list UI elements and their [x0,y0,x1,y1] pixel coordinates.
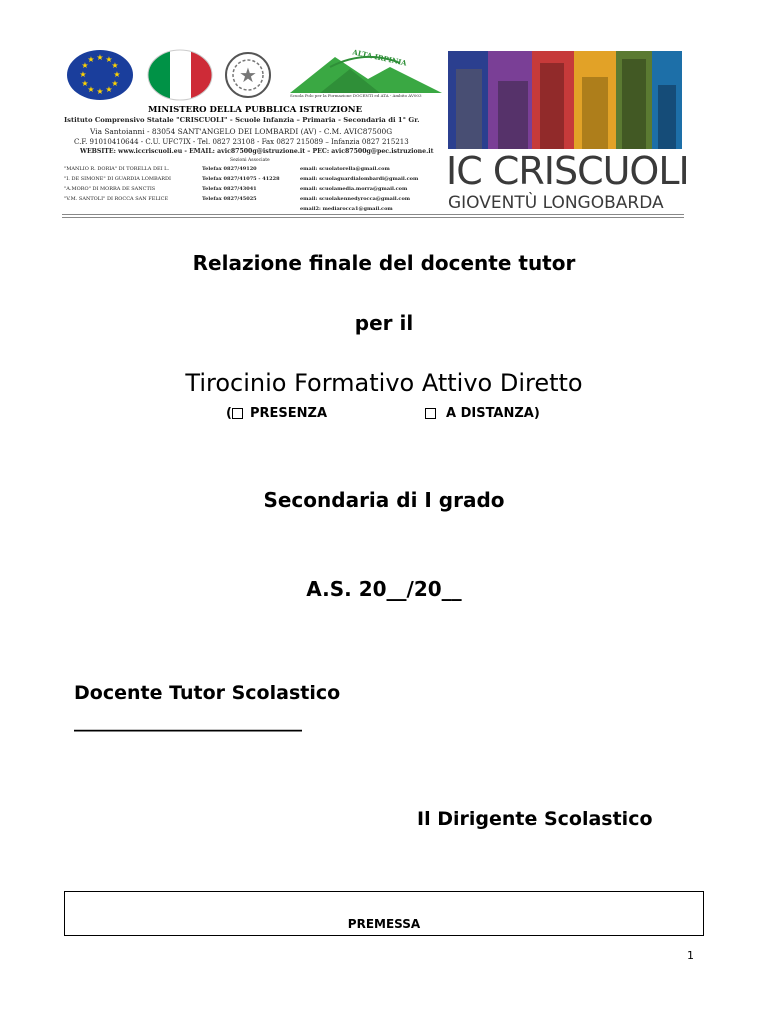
svg-text:★: ★ [111,79,119,88]
sede-email: email2: mediarocca1@gmail.com [300,206,393,212]
sede-tel: Telefax 0827/49120 [202,166,257,172]
premessa-box [64,891,704,936]
sede-row [64,176,442,186]
sede-row [64,166,442,176]
svg-text:★: ★ [113,70,121,79]
premessa-heading: PREMESSA [347,917,421,931]
sede-name: "A.MORO" DI MORRA DE SANCTIS [64,186,156,192]
sedi-table [64,166,442,216]
tutor-signature-line: ________________________ [74,710,302,732]
mode-options [226,406,556,426]
header-divider [62,214,684,215]
sede-email: email: scuolakennedyrocca@gmail.com [300,196,411,202]
svg-text:★: ★ [96,87,104,96]
school-year: A.S. 20__/20__ [306,577,462,601]
alta-irpinia-logo-text: ALTA IRPINIA [351,47,408,68]
doc-title-line1: Relazione finale del docente tutor [192,251,576,275]
school-grade: Secondaria di I grado [263,488,505,512]
page-number: 1 [687,949,694,962]
distanza-label: A DISTANZA) [446,406,540,421]
ministry-heading: MINISTERO DELLA PUBBLICA ISTRUZIONE [148,105,363,115]
brand-name: IC CRISCUOLI [446,149,689,193]
doc-main-title: Tirocinio Formativo Attivo Diretto [185,369,583,397]
italian-emblem-icon [222,49,274,101]
svg-text:★: ★ [111,61,119,70]
dirigente-label: Il Dirigente Scolastico [417,808,653,830]
header-divider [62,217,684,218]
italy-flag-icon [146,49,214,101]
alta-irpinia-caption: Scuola Polo per la Formazione DOCENTI ed ATA - Ambito AV003 [290,93,422,98]
letterhead [62,45,689,221]
sede-row [64,196,442,206]
svg-text:★: ★ [87,55,95,64]
eu-flag-icon [66,49,134,101]
sede-tel: Telefax 0827/45025 [202,196,257,202]
svg-text:★: ★ [79,70,87,79]
sede-tel: Telefax 0827/43041 [202,186,257,192]
contacts-line: C.F. 91010410644 - C.U. UFC7IX - Tel. 0827 23108 - Fax 0827 215089 – Infanzia 0827 215213 [74,138,409,146]
svg-text:★: ★ [105,85,113,94]
sede-name: "MANLIO R. DORIA" DI TORELLA DEI L. [64,166,170,172]
sede-row [64,186,442,196]
sede-email: email: scuolamedia.morra@gmail.com [300,186,408,192]
website-line: WEBSITE: www.iccriscuoli.eu - EMAIL: avic87500g@istruzione.it – PEC: avic87500g@pec.istruzione.it [80,148,434,155]
presenza-checkbox[interactable] [232,408,243,419]
svg-text:★: ★ [81,79,89,88]
brand-tagline: GIOVENTÙ LONGOBARDA [448,193,664,213]
sedi-title: Sezioni Associate [230,158,270,163]
svg-text:★: ★ [96,53,104,62]
sede-email: email: scuolaguardialombardi@gmail.com [300,176,419,182]
tutor-label: Docente Tutor Scolastico [74,682,341,704]
town-collage-image [448,51,682,149]
distanza-checkbox[interactable] [425,408,436,419]
option-open-paren: ( [226,406,232,421]
sede-name: "V.M. SANTOLI" DI ROCCA SAN FELICE [64,196,169,202]
svg-text:★: ★ [87,85,95,94]
doc-title-line2: per il [354,311,414,335]
address-line: Via Santoianni - 83054 SANT'ANGELO DEI LOMBARDI (AV) - C.M. AVIC87500G [90,127,393,136]
sede-tel: Telefax 0827/41075 - 41228 [202,176,280,182]
sede-name: "I. DE SIMONE" DI GUARDIA LOMBARDI [64,176,171,182]
svg-text:★: ★ [239,63,257,87]
presenza-label: PRESENZA [250,406,328,421]
sede-email: email: scuolatorella@gmail.com [300,166,390,172]
svg-text:★: ★ [105,55,113,64]
institute-line: Istituto Comprensivo Statale "CRISCUOLI" - Scuole Infanzia – Primaria - Secondaria di 1° Gr. [64,116,420,124]
svg-text:★: ★ [81,61,89,70]
